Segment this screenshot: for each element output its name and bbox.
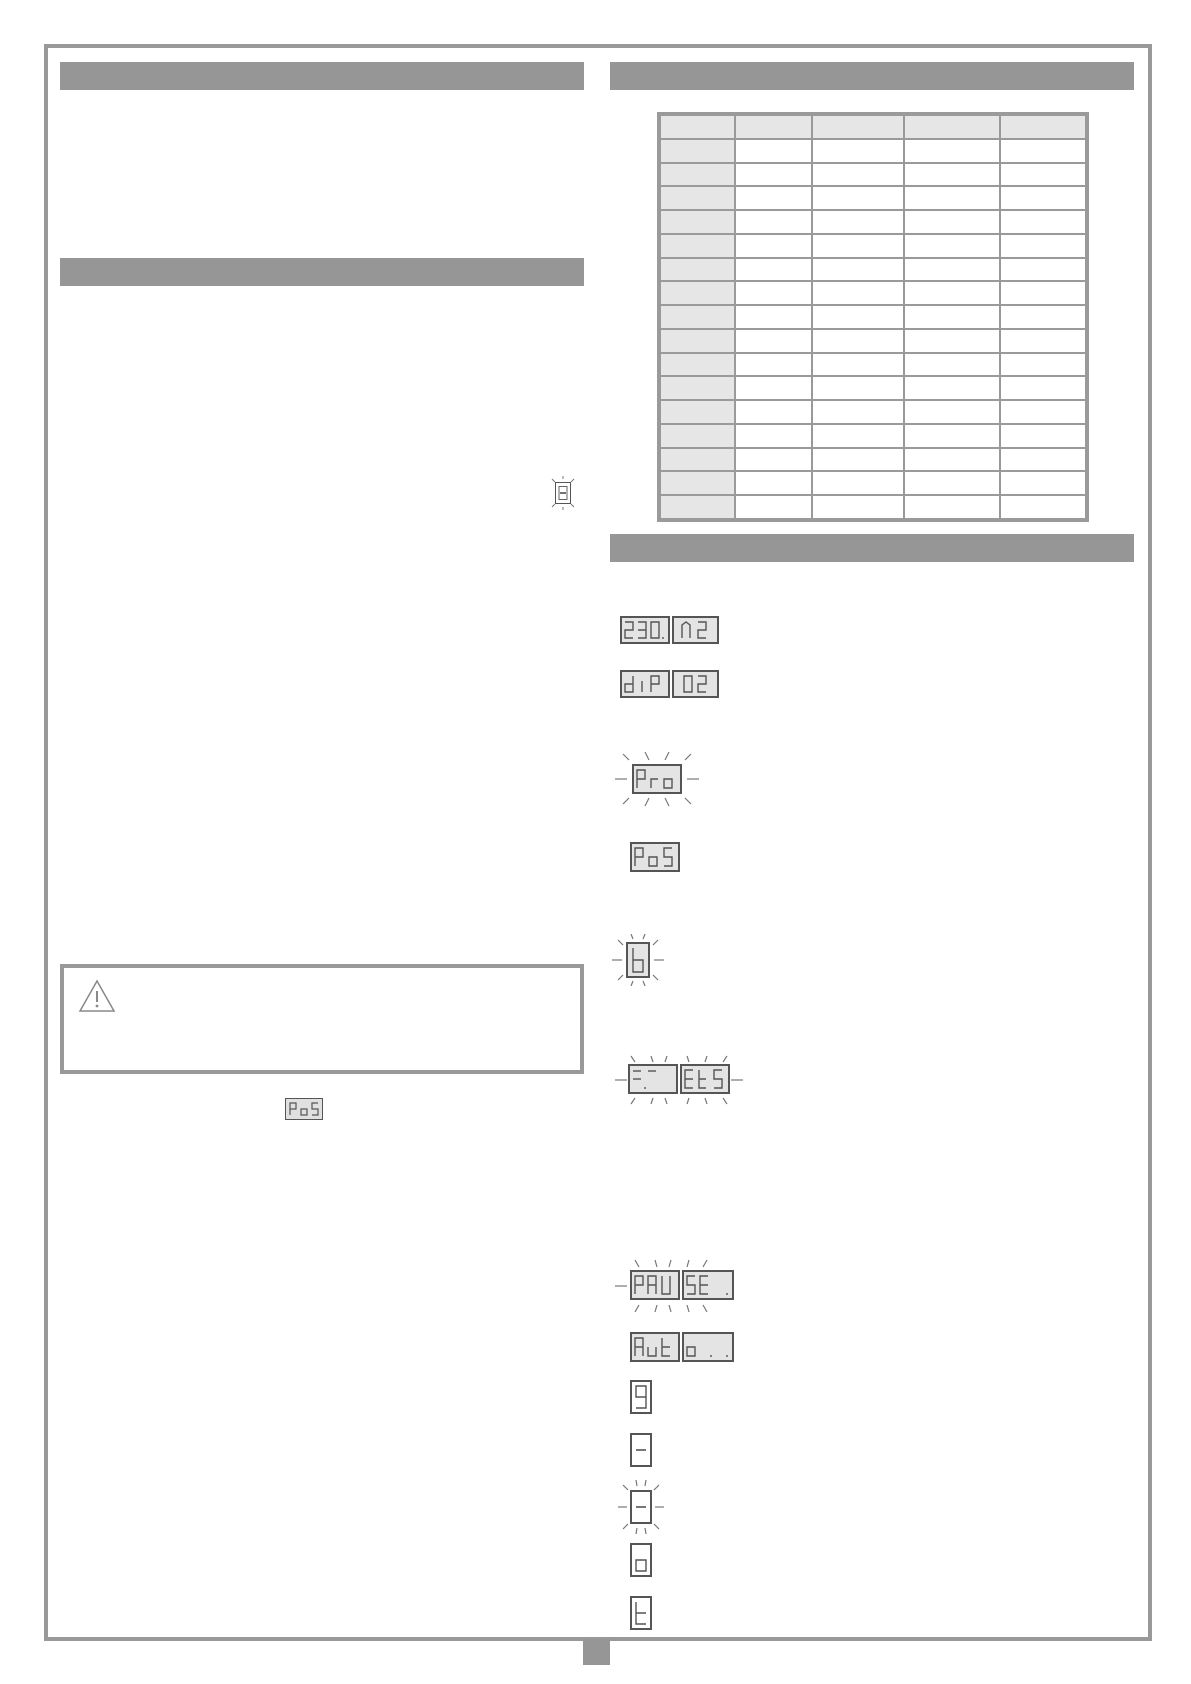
table-cell (1000, 495, 1087, 520)
table-row (659, 258, 1087, 282)
table-cell (659, 376, 735, 400)
page-number-tab (583, 1639, 610, 1665)
table-cell (1000, 114, 1087, 139)
table-cell (735, 163, 812, 187)
lcd-display-pro (632, 764, 682, 794)
segment-digits-icon (684, 1273, 732, 1297)
table-cell (812, 353, 904, 377)
table-cell (812, 305, 904, 329)
table-cell (1000, 139, 1087, 163)
warning-triangle-icon (77, 978, 117, 1014)
table-cell (735, 114, 812, 139)
table-cell (659, 163, 735, 187)
table-cell (659, 234, 735, 258)
table-row (659, 400, 1087, 424)
table-cell (904, 305, 1000, 329)
lcd-display-2b (672, 670, 719, 698)
lcd-display-b (626, 942, 650, 978)
lcd-display-dash (630, 1433, 652, 1467)
table-cell (1000, 400, 1087, 424)
table-row (659, 186, 1087, 210)
table-cell (659, 186, 735, 210)
table-cell (1000, 163, 1087, 187)
table-row (659, 114, 1087, 139)
table-cell (1000, 258, 1087, 282)
lcd-display-9 (630, 1380, 652, 1414)
table-cell (812, 495, 904, 520)
table-cell (735, 400, 812, 424)
table-cell (812, 376, 904, 400)
table-cell (735, 448, 812, 472)
table-cell (812, 281, 904, 305)
table-cell (904, 471, 1000, 495)
table-cell (735, 234, 812, 258)
table-cell (659, 305, 735, 329)
table-cell (904, 495, 1000, 520)
lcd-display-6b (680, 1064, 730, 1094)
table-cell (904, 329, 1000, 353)
table-cell (735, 186, 812, 210)
lcd-display-pos (630, 842, 680, 872)
segment-digits-icon (682, 1067, 728, 1091)
section-header-right-1 (610, 62, 1134, 90)
lcd-display-auto-a (630, 1332, 680, 1362)
table-cell (812, 186, 904, 210)
segment-digits-icon (633, 1546, 649, 1574)
table-cell (812, 400, 904, 424)
table-cell (904, 139, 1000, 163)
table-row (659, 234, 1087, 258)
section-header-left-2 (60, 258, 584, 286)
segment-digits-icon (674, 619, 717, 641)
table-cell (735, 424, 812, 448)
table-cell (1000, 234, 1087, 258)
warning-box (60, 964, 584, 1074)
dash-segment-icon (557, 485, 569, 501)
parameter-table (657, 112, 1089, 522)
lcd-display-6a (628, 1064, 678, 1094)
table-cell (812, 471, 904, 495)
segment-digits-icon (287, 1100, 321, 1118)
table-cell (1000, 471, 1087, 495)
table-cell (904, 376, 1000, 400)
table-row (659, 376, 1087, 400)
table-cell (904, 353, 1000, 377)
table-cell (904, 210, 1000, 234)
segment-digits-icon (674, 673, 717, 695)
table-cell (904, 400, 1000, 424)
lcd-display-o (630, 1543, 652, 1577)
inline-pos-display-icon (285, 1098, 323, 1120)
lcd-display-pause-a (630, 1270, 680, 1300)
table-cell (659, 258, 735, 282)
table-cell (735, 495, 812, 520)
table-cell (735, 353, 812, 377)
table-cell (1000, 448, 1087, 472)
table-cell (812, 424, 904, 448)
segment-digits-icon (633, 1436, 649, 1464)
table-row (659, 139, 1087, 163)
table-cell (904, 424, 1000, 448)
lcd-display-auto-b (682, 1332, 734, 1362)
table-cell (659, 281, 735, 305)
table-cell (904, 234, 1000, 258)
segment-digits-icon (684, 1335, 732, 1359)
table-cell (735, 258, 812, 282)
table-cell (659, 424, 735, 448)
table-cell (812, 114, 904, 139)
table-cell (904, 186, 1000, 210)
segment-digits-icon (630, 1067, 676, 1091)
table-cell (735, 210, 812, 234)
lcd-display-t (630, 1596, 652, 1630)
table-cell (659, 471, 735, 495)
segment-digits-icon (634, 767, 680, 791)
segment-digits-icon (622, 619, 668, 641)
table-cell (1000, 305, 1087, 329)
table-row (659, 210, 1087, 234)
table-row (659, 448, 1087, 472)
table-cell (659, 353, 735, 377)
table-row (659, 353, 1087, 377)
table-cell (904, 163, 1000, 187)
table-cell (659, 139, 735, 163)
table-cell (735, 281, 812, 305)
lcd-display-pause-b (682, 1270, 734, 1300)
table-cell (812, 163, 904, 187)
table-row (659, 163, 1087, 187)
table-row (659, 305, 1087, 329)
segment-digits-icon (632, 845, 678, 869)
segment-digits-icon (633, 1383, 649, 1411)
lcd-display-dash-blink (630, 1490, 652, 1524)
table-cell (904, 258, 1000, 282)
segment-digits-icon (632, 1273, 678, 1297)
section-header-left-1 (60, 62, 584, 90)
lcd-display-2a (620, 670, 670, 698)
table-cell (735, 139, 812, 163)
table-cell (735, 376, 812, 400)
table-cell (812, 139, 904, 163)
table-row (659, 281, 1087, 305)
table-cell (735, 305, 812, 329)
table-cell (1000, 210, 1087, 234)
table-cell (1000, 186, 1087, 210)
segment-digits-icon (633, 1493, 649, 1521)
table-cell (904, 114, 1000, 139)
table-cell (812, 329, 904, 353)
table-row (659, 329, 1087, 353)
table-cell (812, 258, 904, 282)
table-row (659, 495, 1087, 520)
table-cell (659, 329, 735, 353)
segment-digits-icon (632, 1335, 678, 1359)
table-cell (659, 400, 735, 424)
table-cell (1000, 281, 1087, 305)
lcd-display-1a (620, 616, 670, 644)
table-cell (1000, 329, 1087, 353)
table-cell (1000, 424, 1087, 448)
table-cell (659, 114, 735, 139)
table-cell (659, 210, 735, 234)
table-cell (735, 471, 812, 495)
table-cell (812, 234, 904, 258)
inline-display-icon (555, 482, 571, 504)
segment-digits-icon (633, 1599, 649, 1627)
table-cell (904, 281, 1000, 305)
table-cell (1000, 376, 1087, 400)
table-cell (904, 448, 1000, 472)
table-cell (812, 210, 904, 234)
table-cell (659, 495, 735, 520)
table-row (659, 424, 1087, 448)
section-header-right-2 (610, 534, 1134, 562)
table-cell (812, 448, 904, 472)
table-row (659, 471, 1087, 495)
lcd-display-1b (672, 616, 719, 644)
table-cell (659, 448, 735, 472)
table-cell (1000, 353, 1087, 377)
table-cell (735, 329, 812, 353)
segment-digits-icon (622, 673, 668, 695)
segment-digits-icon (629, 945, 647, 975)
